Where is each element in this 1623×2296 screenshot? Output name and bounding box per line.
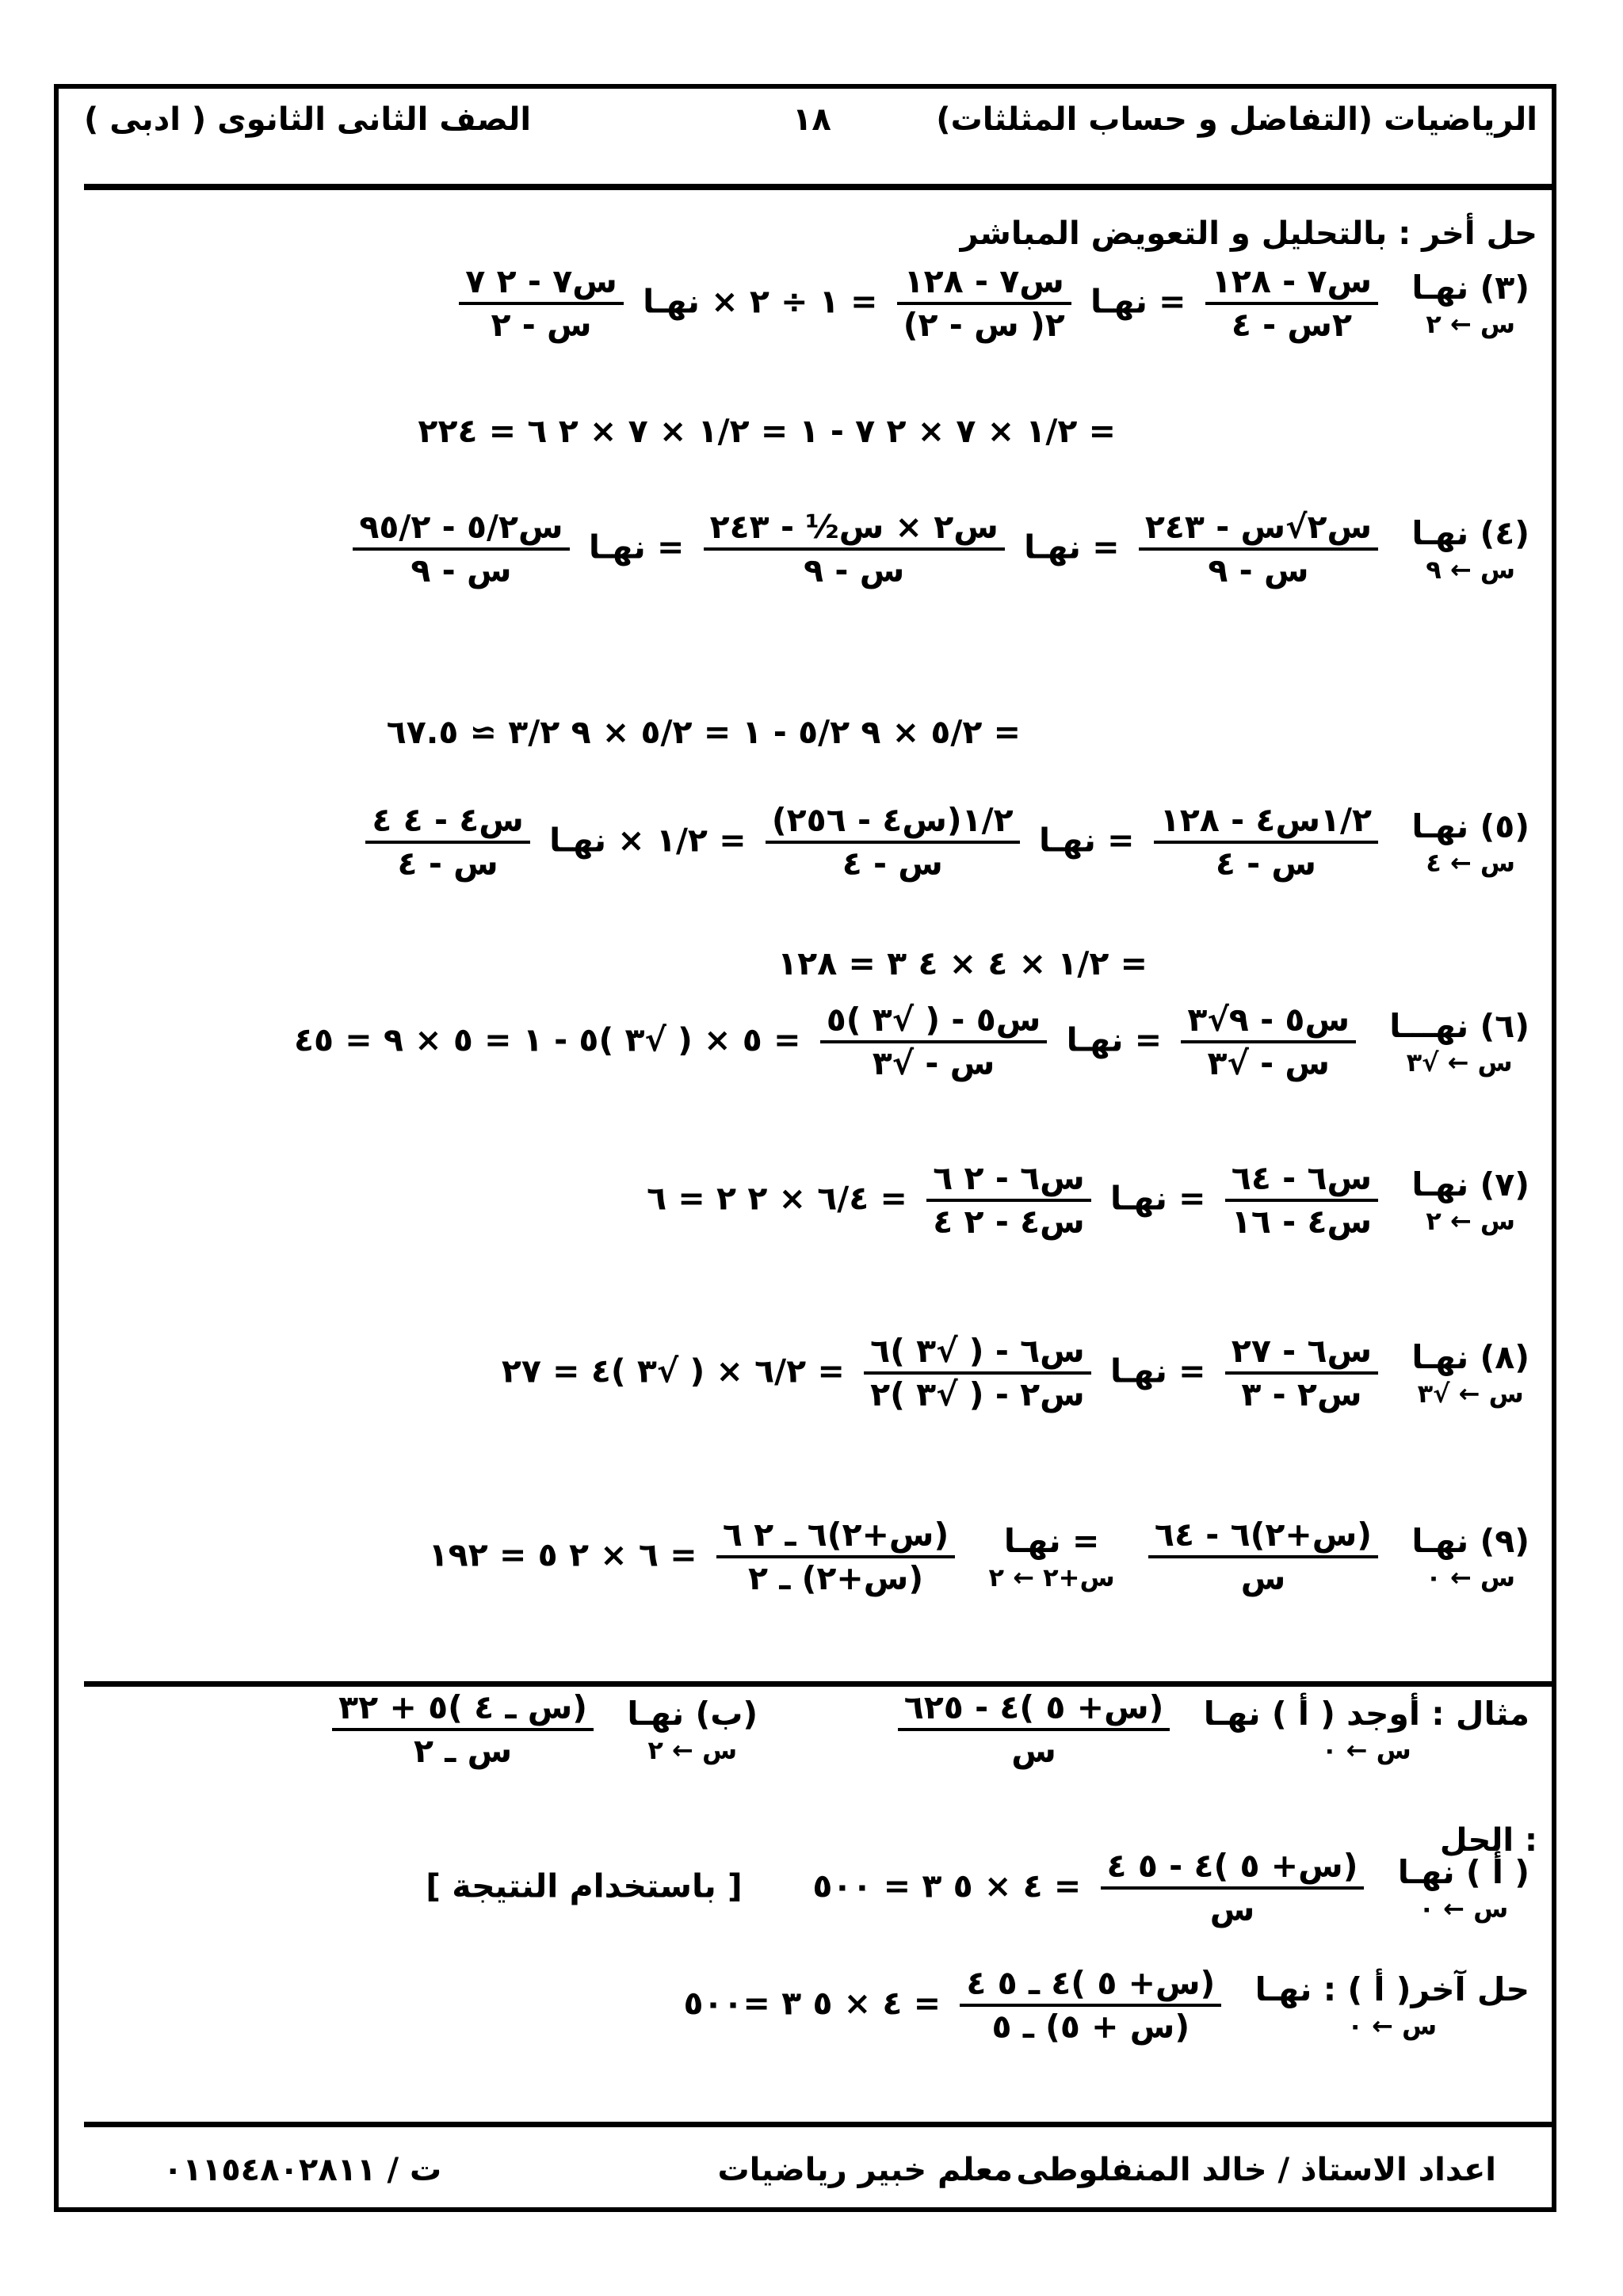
problem-8 — [502, 1331, 1544, 1416]
p4-f3-num: س٥/٢ - ٩٥/٢ — [353, 507, 569, 551]
p8-limit: س ← √٣ — [1417, 1378, 1524, 1409]
footer-rule — [84, 2122, 1552, 2127]
p6-eq2: = ٥ × ( √٣ )٥ - ١ = ٥ × ٩ = ٤٥ — [293, 1020, 801, 1059]
p3-f3-num: س٧ - ٢ ٧ — [459, 261, 624, 305]
sol-a-den: س — [1209, 1890, 1255, 1929]
example-b-limit: س ← ٢ — [647, 1734, 738, 1765]
p5-eq2: = ١/٢ × نهـا — [549, 821, 747, 860]
p5-label: (٥) نهـا — [1411, 807, 1529, 845]
p7-f2-num: س٦ - ٢ ٦ — [926, 1158, 1091, 1202]
p3-label: (٣) نهـا — [1411, 268, 1529, 307]
p4-f2-den: س - ٩ — [804, 551, 905, 590]
p3-f3-den: س - ٢ — [491, 306, 592, 345]
footer-phone: ت / ٠١١٥٤٨٠٢٨١١ — [163, 2152, 442, 2188]
example-b-label: (ب) نهـا — [627, 1694, 758, 1733]
p4-eq1: = نهـا — [1024, 528, 1120, 566]
problem-7 — [647, 1158, 1544, 1243]
p3-line2: = ١/٢ × ٧ × ٢ ٧ - ١ = ١/٢ × ٧ × ٢ ٦ = ٢٢٤ — [418, 412, 1116, 450]
p9-limit: س ← ٠ — [1426, 1562, 1516, 1592]
p3-limit: س ← ٢ — [1426, 308, 1516, 339]
sol-a-label: ( أ ) نهـا — [1397, 1852, 1529, 1891]
p3-half: ١ ÷ ٢ × نهـا — [643, 282, 839, 321]
problem-6 — [294, 1000, 1544, 1085]
problem-3 — [451, 261, 1544, 346]
header-page-number: ١٨ — [792, 101, 831, 138]
alt-label: حل آخر( أ ) : نهـا — [1254, 1970, 1529, 2008]
example-a-limit: س ← ٠ — [1321, 1734, 1411, 1765]
p6-f1-num: س٥ - ٩√٣ — [1181, 1000, 1356, 1043]
p5-f2-num: ١/٢(س٤ - ٢٥٦) — [766, 800, 1020, 844]
solution-a — [426, 1846, 1544, 1931]
p4-f1-num: س٢√س - ٢٤٣ — [1139, 507, 1378, 551]
p4-line2: = ٥/٢ × ٩ ٥/٢ - ١ = ٥/٢ × ٩ ٣/٢ ≃ ٦٧.٥ — [386, 713, 1021, 751]
p4-f3-den: س - ٩ — [411, 551, 512, 590]
p6-f1-den: س - √٣ — [1207, 1044, 1330, 1083]
section-title: حل أخر : بالتحليل و التعويض المباشر — [960, 215, 1537, 252]
problem-9 — [429, 1515, 1544, 1600]
p7-f2-den: س٤ - ٢ ٤ — [933, 1203, 1085, 1241]
example-prompt — [324, 1688, 1544, 1772]
p8-eq1: = نهـا — [1110, 1352, 1206, 1390]
p3-eq1: = نهـا — [1090, 282, 1186, 321]
p4-label: (٤) نهـا — [1411, 513, 1529, 552]
header-grade: الصف الثانى الثانوى ( ادبى ) — [84, 101, 532, 138]
alt-result: = ٤ × ٥ ٣ =٥٠٠ — [683, 1984, 941, 2023]
footer-author: اعداد الاستاذ / خالد المنفلوطى — [1016, 2152, 1496, 2188]
example-b-num: (س ـ ٤ )٥ + ٣٢ — [332, 1688, 594, 1731]
p8-f1-den: س٢ - ٣ — [1241, 1375, 1362, 1414]
p9-f1-num: (س+٢)٦ - ٦٤ — [1148, 1515, 1378, 1558]
p5-f2-den: س - ٤ — [842, 845, 943, 883]
p6-f2-num: س٥ - ( √٣ )٥ — [820, 1000, 1048, 1043]
p9-limit2: س+٢ ← ٢ — [988, 1562, 1115, 1592]
problem-4 — [345, 507, 1544, 592]
p9-eq2: = ٦ × ٢ ٥ = ١٩٢ — [428, 1535, 697, 1574]
p7-label: (٧) نهـا — [1411, 1165, 1529, 1203]
sol-a-result: = ٤ × ٥ ٣ = ٥٠٠ — [812, 1867, 1082, 1905]
p5-f3-num: س٤ - ٤ ٤ — [365, 800, 530, 844]
p6-label: (٦) نهـــا — [1389, 1006, 1529, 1045]
sol-a-limit: س ← ٠ — [1419, 1893, 1509, 1924]
alt-den: (س + ٥) ـ ٥ — [991, 2008, 1190, 2046]
p5-f1-den: س - ٤ — [1215, 845, 1316, 883]
p9-f2-num: (س+٢)٦ ـ ٢ ٦ — [716, 1515, 955, 1558]
example-a-num: (س+ ٥ )٤ - ٦٢٥ — [898, 1688, 1170, 1731]
p8-f2-den: س٢ - ( √٣ )٢ — [870, 1375, 1085, 1414]
p3-f1-den: ٢س - ٤ — [1231, 306, 1353, 345]
p4-f2-num: س٢ × س½ - ٢٤٣ — [704, 507, 1005, 551]
p7-eq2: = ٦/٤ × ٢ ٢ = ٦ — [647, 1179, 907, 1218]
p9-eq1: = نهـا — [1003, 1521, 1100, 1560]
p7-eq1: = نهـا — [1110, 1179, 1206, 1218]
p6-f2-den: س - √٣ — [872, 1044, 995, 1083]
sol-a-num: (س+ ٥ )٤ - ٥ ٤ — [1101, 1846, 1365, 1890]
p7-f1-den: س٤ - ١٦ — [1231, 1203, 1373, 1241]
header-rule — [84, 184, 1552, 190]
example-b-den: س ـ ٢ — [414, 1732, 513, 1771]
solution-label: الحل : — [1439, 1822, 1537, 1859]
p7-limit: س ← ٢ — [1426, 1205, 1516, 1236]
p8-f2-num: س٦ - ( √٣ )٦ — [864, 1331, 1091, 1375]
p7-f1-num: س٦ - ٦٤ — [1225, 1158, 1378, 1202]
p5-eq1: = نهـا — [1038, 821, 1135, 860]
example-a-den: س — [1011, 1732, 1056, 1771]
p8-label: (٨) نهـا — [1411, 1337, 1529, 1376]
alt-num: (س+ ٥ )٤ ـ ٥ ٤ — [960, 1963, 1221, 2007]
p3-f2-num: س٧ - ١٢٨ — [897, 261, 1071, 305]
p6-eq1: = نهـا — [1066, 1020, 1163, 1059]
p5-line2: = ١/٢ × ٤ × ٤ ٣ = ١٢٨ — [777, 944, 1148, 982]
alt-limit: س ← ٠ — [1347, 2010, 1438, 2041]
p3-eq2: = — [850, 282, 878, 321]
p4-eq2: = نهـا — [588, 528, 685, 566]
p4-limit: س ← ٩ — [1426, 554, 1516, 585]
p9-label: (٩) نهـا — [1411, 1521, 1529, 1560]
sol-a-note: [ باستخدام النتيجة ] — [426, 1867, 743, 1905]
p4-f1-den: س - ٩ — [1208, 551, 1309, 590]
section-rule — [84, 1681, 1552, 1687]
p5-f3-den: س - ٤ — [397, 845, 498, 883]
p5-f1-num: ١/٢س٤ - ١٢٨ — [1154, 800, 1378, 844]
p3-f1-num: س٧ - ١٢٨ — [1205, 261, 1378, 305]
header-subject: الرياضيات (التفاضل و حساب المثلثات) — [936, 101, 1537, 138]
p9-f1-den: س — [1240, 1559, 1286, 1598]
p9-f2-den: (س+٢) ـ ٢ — [748, 1559, 924, 1598]
p8-eq2: = ٦/٢ × ( √٣ )٤ = ٢٧ — [501, 1352, 845, 1390]
example-title: مثال : أوجد ( أ ) نهـا — [1203, 1694, 1529, 1733]
footer-role: معلم خبير رياضيات — [717, 2152, 1013, 2188]
solution-alt — [683, 1963, 1544, 2048]
p6-limit: س ← √٣ — [1406, 1047, 1513, 1077]
p8-f1-num: س٦ - ٢٧ — [1225, 1331, 1378, 1375]
p5-limit: س ← ٤ — [1426, 847, 1516, 878]
problem-5 — [357, 800, 1544, 885]
p3-f2-den: ٢( س - ٢) — [903, 306, 1065, 345]
